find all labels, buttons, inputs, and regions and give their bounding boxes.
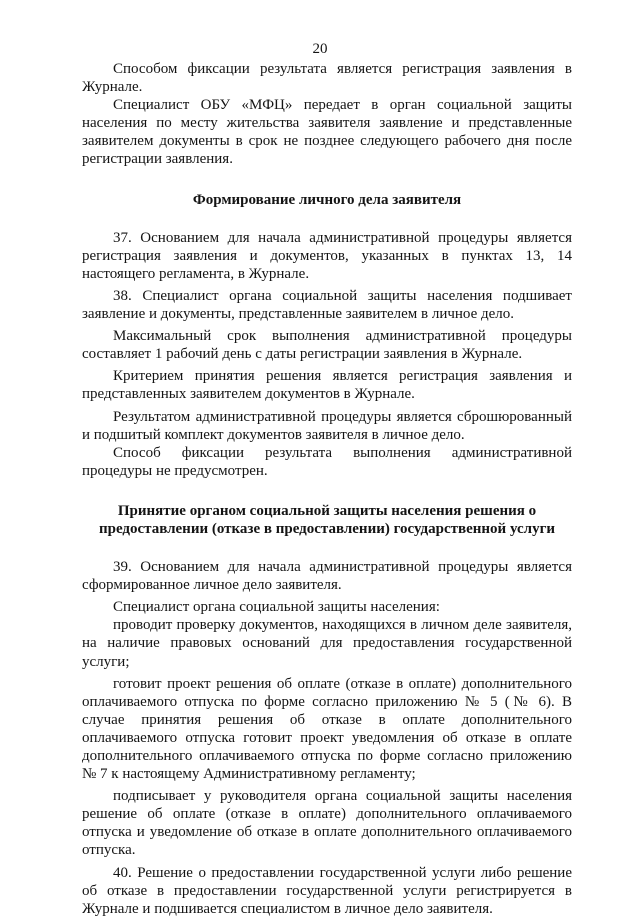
section-heading-personal-file: Формирование личного дела заявителя: [192, 191, 462, 208]
paragraph-specialist-intro: Специалист органа социальной защиты населения:: [113, 599, 440, 616]
paragraph-item-37: 37. Основанием для начала административной процедуры является регистрация заявления и документов, указанных в пунктах 13, 14 настоящего регламента, в Журнале.: [82, 229, 572, 282]
document-body: [82, 60, 572, 918]
paragraph-mfc-transfer: Специалист ОБУ «МФЦ» передает в орган социальной защиты населения по месту жительства заявителя заявление и представленные заявителем документы в срок не позднее следующего рабочего дня после регистрации заявления.: [82, 97, 572, 168]
paragraph-result-fixation: Способом фиксации результата является регистрация заявления в Журнале.: [82, 61, 572, 96]
paragraph-max-term: Максимальный срок выполнения административной процедуры составляет 1 рабочий день с даты регистрации заявления в Журнале.: [82, 328, 572, 363]
paragraph-decision-criterion: Критерием принятия решения является регистрация заявления и представленных заявителем документов в Журнале.: [82, 368, 572, 403]
paragraph-sign-decision: подписывает у руководителя органа социальной защиты населения решение об оплате (отказе в оплате) дополнительного оплачиваемого отпуска и уведомление об отказе в оплате дополнительного оплачиваемого отпуска.: [82, 788, 572, 859]
paragraph-procedure-result: Результатом административной процедуры является сброшюрованный и подшитый комплект документов заявителя в личное дело.: [82, 408, 572, 443]
paragraph-fixation-method: Способ фиксации результата выполнения административной процедуры не предусмотрен.: [82, 444, 572, 479]
paragraph-item-40: 40. Решение о предоставлении государственной услуги либо решение об отказе в предоставлении государственной услуги регистрируется в Журнале и подшивается специалистом в личное дело заявителя.: [82, 864, 572, 917]
section-heading-decision: Принятие органом социальной защиты населения решения о предоставлении (отказе в предоставлении) государственной услуги: [98, 502, 556, 537]
paragraph-prepare-draft: готовит проект решения об оплате (отказе в оплате) дополнительного оплачиваемого отпуска по форме согласно приложению № 5 (№ 6). В случае принятия решения об отказе в оплате дополнительного оплачиваемого отпуска готовит проект уведомления об отказе в оплате дополнительного оплачиваемого отпуска по форме согласно приложению № 7 к настоящему Административному регламенту;: [82, 675, 572, 783]
page-number: 20: [312, 41, 328, 57]
paragraph-item-39: 39. Основанием для начала административной процедуры является сформированное личное дело заявителя.: [82, 559, 572, 594]
paragraph-check-documents: проводит проверку документов, находящихся в личном деле заявителя, на наличие правовых оснований для предоставления государственной услуги;: [82, 617, 572, 670]
paragraph-item-38: 38. Специалист органа социальной защиты населения подшивает заявление и документы, представленные заявителем в личное дело.: [82, 287, 572, 323]
